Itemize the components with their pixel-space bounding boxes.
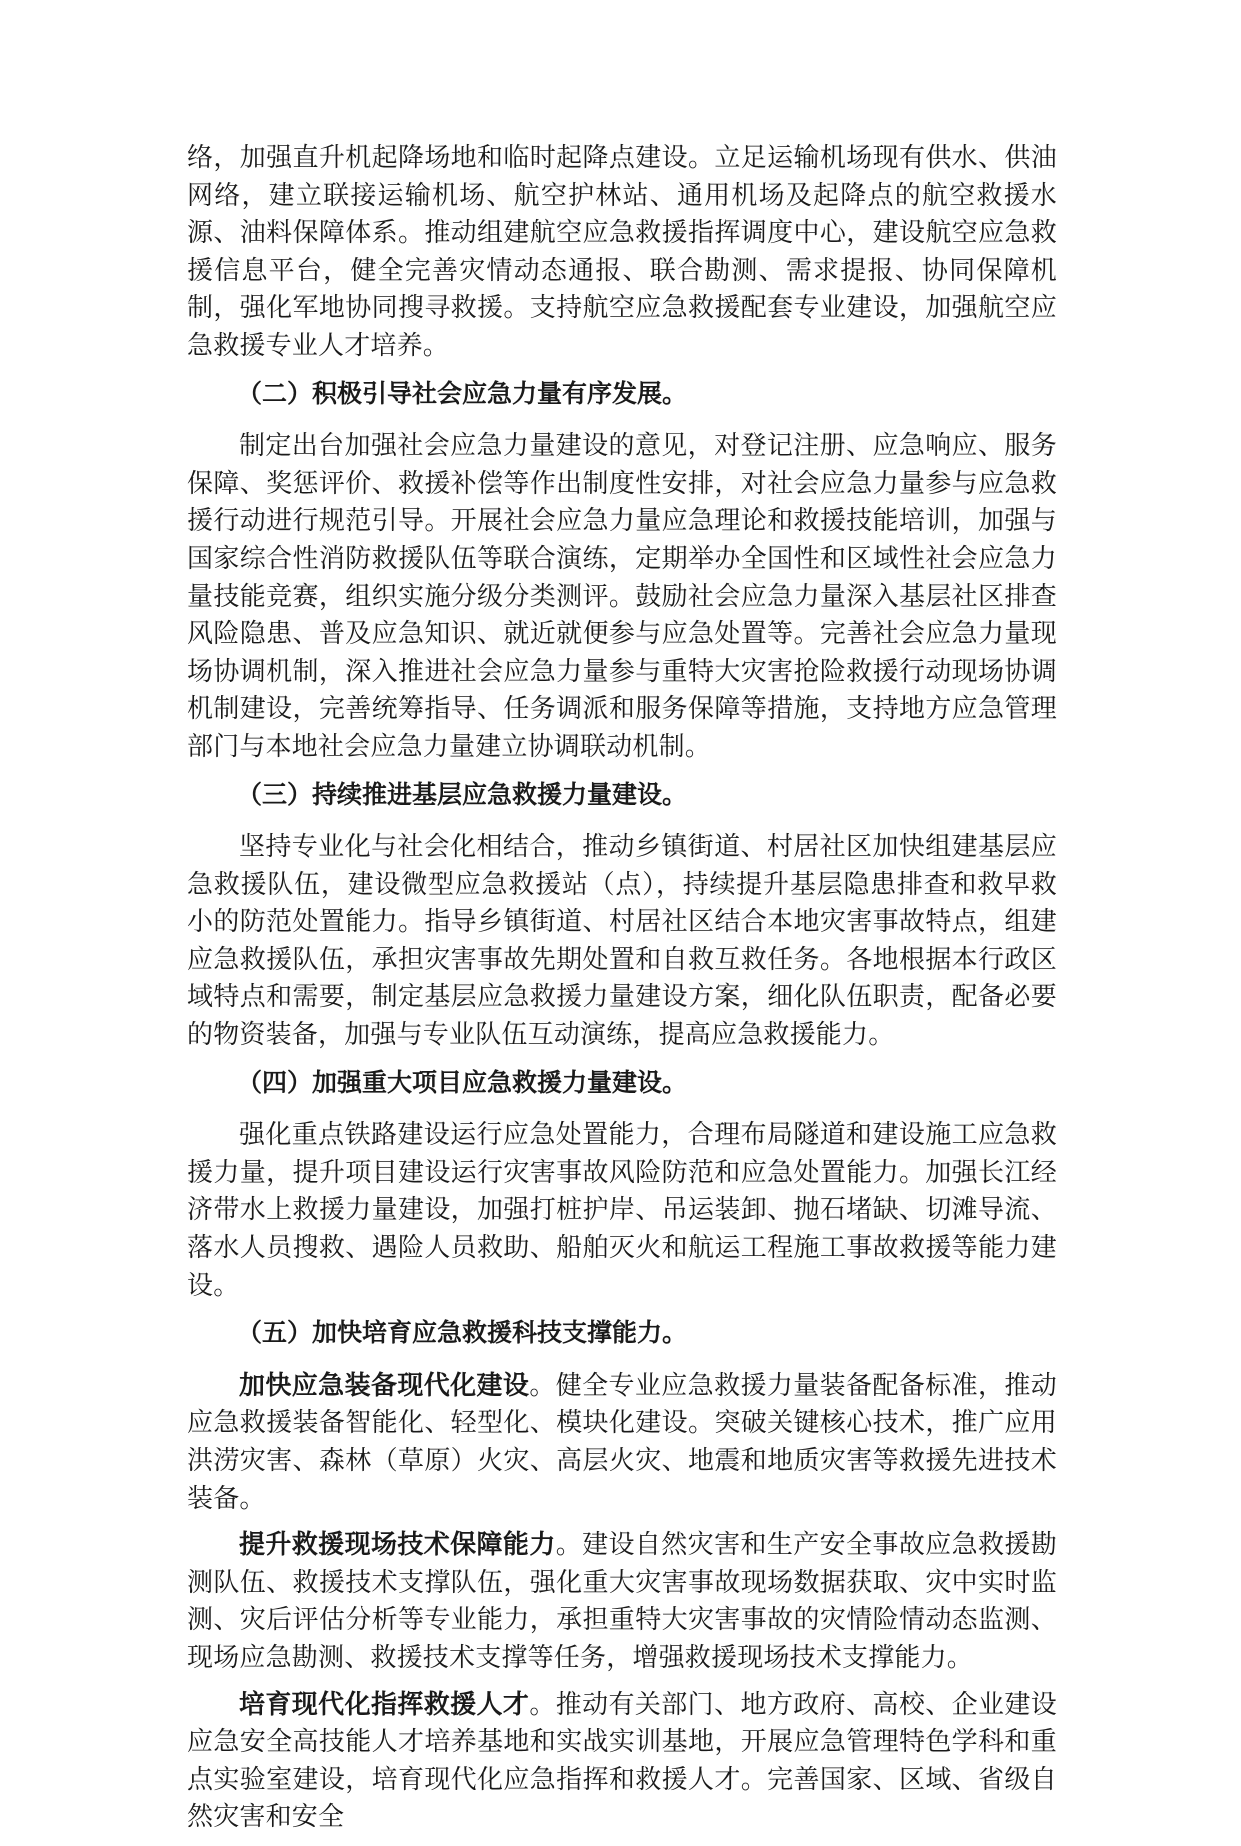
paragraph-talent xyxy=(187,1687,1057,1837)
heading-social-forces: （二）积极引导社会应急力量有序发展。 xyxy=(237,378,688,408)
lead-phrase: 加快应急装备现代化建设 xyxy=(239,1370,530,1401)
document-page xyxy=(187,140,1057,1846)
paragraph-aviation-rescue: 络，加强直升机起降场地和临时起降点建设。立足运输机场现有供水、供油网络，建立联接运输机场、航空护林站、通用机场及起降点的航空救援水源、油料保障体系。推动组建航空应急救援指挥调度中心，建设航空应急救援信息平台，健全完善灾情动态通报、联合勘测、需求提报、协同保障机制，强化军地协同搜寻救援。支持航空应急救援配套专业建设，加强航空应急救援专业人才培养。 xyxy=(187,143,1057,361)
paragraph-body: 。推动有关部门、地方政府、高校、企业建设应急安全高技能人才培养基地和实战实训基地，开展应急管理特色学科和重点实验室建设，培育现代化应急指挥和救援人才。完善国家、区域、省级自然灾害和安全 xyxy=(187,1689,1057,1833)
paragraph-onsite-tech xyxy=(187,1527,1057,1677)
paragraph-grassroots-forces: 坚持专业化与社会化相结合，推动乡镇街道、村居社区加快组建基层应急救援队伍，建设微型应急救援站（点），持续提升基层隐患排查和救早救小的防范处置能力。指导乡镇街道、村居社区结合本地灾害事故特点，组建应急救援队伍，承担灾害事故先期处置和自救互救任务。各地根据本行政区域特点和需要，制定基层应急救援力量建设方案，细化队伍职责，配备必要的物资装备，加强与专业队伍互动演练，提高应急救援能力。 xyxy=(187,832,1057,1051)
paragraph-body: 。建设自然灾害和生产安全事故应急救援勘测队伍、救援技术支撑队伍，强化重大灾害事故现场数据获取、灾中实时监测、灾后评估分析等专业能力，承担重特大灾害事故的灾情险情动态监测、现场应急勘测、救援技术支撑等任务，增强救援现场技术支撑能力。 xyxy=(187,1530,1057,1673)
paragraph-equipment-modernization xyxy=(187,1368,1057,1518)
heading-tech-support: （五）加快培育应急救援科技支撑能力。 xyxy=(237,1318,688,1348)
paragraph-major-projects: 强化重点铁路建设运行应急处置能力，合理布局隧道和建设施工应急救援力量，提升项目建设运行灾害事故风险防范和应急处置能力。加强长江经济带水上救援力量建设，加强打桩护岸、吊运装卸、抛石堵缺、切滩导流、落水人员搜救、遇险人员救助、船舶灭火和航运工程施工事故救援等能力建设。 xyxy=(187,1120,1057,1301)
lead-phrase: 培育现代化指挥救援人才 xyxy=(239,1689,530,1720)
lead-phrase: 提升救援现场技术保障能力 xyxy=(239,1530,556,1561)
heading-grassroots-forces: （三）持续推进基层应急救援力量建设。 xyxy=(237,779,688,809)
heading-major-projects: （四）加强重大项目应急救援力量建设。 xyxy=(237,1067,688,1097)
paragraph-social-forces: 制定出台加强社会应急力量建设的意见，对登记注册、应急响应、服务保障、奖惩评价、救援补偿等作出制度性安排，对社会应急力量参与应急救援行动进行规范引导。开展社会应急力量应急理论和救援技能培训，加强与国家综合性消防救援队伍等联合演练，定期举办全国性和区域性社会应急力量技能竞赛，组织实施分级分类测评。鼓励社会应急力量深入基层社区排查风险隐患、普及应急知识、就近就便参与应急处置等。完善社会应急力量现场协调机制，深入推进社会应急力量参与重特大灾害抢险救援行动现场协调机制建设，完善统筹指导、任务调派和服务保障等措施，支持地方应急管理部门与本地社会应急力量建立协调联动机制。 xyxy=(187,431,1057,762)
paragraph-body: 。健全专业应急救援力量装备配备标准，推动应急救援装备智能化、轻型化、模块化建设。突破关键核心技术，推广应用洪涝灾害、森林（草原）火灾、高层火灾、地震和地质灾害等救援先进技术装备。 xyxy=(187,1370,1057,1514)
